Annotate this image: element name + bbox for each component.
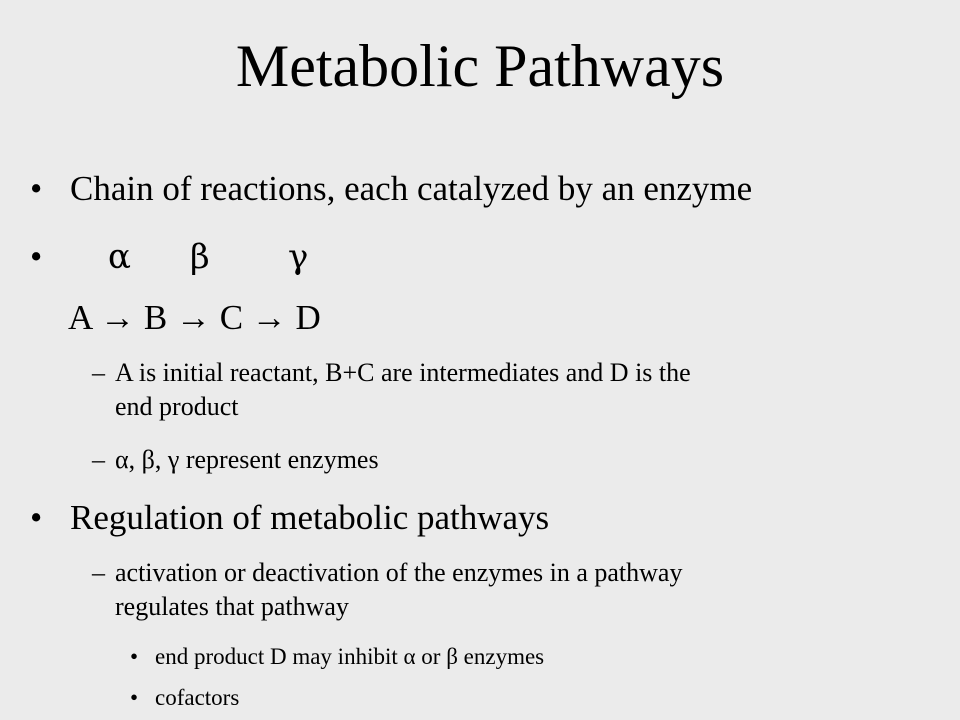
sub-bullet-activation-cont: regulates that pathway — [115, 592, 349, 621]
bullet-chain-of-reactions: Chain of reactions, each catalyzed by an enzyme — [70, 169, 753, 208]
slide-title: Metabolic Pathways — [235, 33, 725, 99]
sub-bullet-greek-enzymes: α, β, γ represent enzymes — [115, 445, 379, 474]
sub-bullet-activation: activation or deactivation of the enzymes in a pathway — [115, 558, 683, 587]
enzyme-gamma: γ — [288, 237, 309, 277]
sub-sub-bullet-marker: • — [130, 685, 139, 710]
enzyme-beta: β — [190, 237, 210, 277]
pathway-equation: A → B → C → D — [68, 298, 321, 337]
sub-sub-bullet-inhibit: end product D may inhibit α or β enzymes — [155, 644, 545, 669]
bullet-marker: • — [30, 169, 43, 208]
enzyme-alpha: α — [108, 237, 131, 277]
bullet-marker: • — [30, 237, 43, 276]
sub-bullet-marker: – — [92, 445, 105, 474]
bullet-regulation: Regulation of metabolic pathways — [70, 498, 550, 537]
sub-bullet-marker: – — [92, 558, 105, 587]
bullet-marker: • — [30, 498, 43, 537]
sub-bullet-reactant-desc-cont: end product — [115, 392, 239, 421]
sub-bullet-reactant-desc: A is initial reactant, B+C are intermediates and D is the — [115, 358, 691, 387]
sub-sub-bullet-cofactors: cofactors — [155, 685, 240, 710]
sub-bullet-marker: – — [92, 358, 105, 387]
sub-sub-bullet-marker: • — [130, 644, 139, 669]
